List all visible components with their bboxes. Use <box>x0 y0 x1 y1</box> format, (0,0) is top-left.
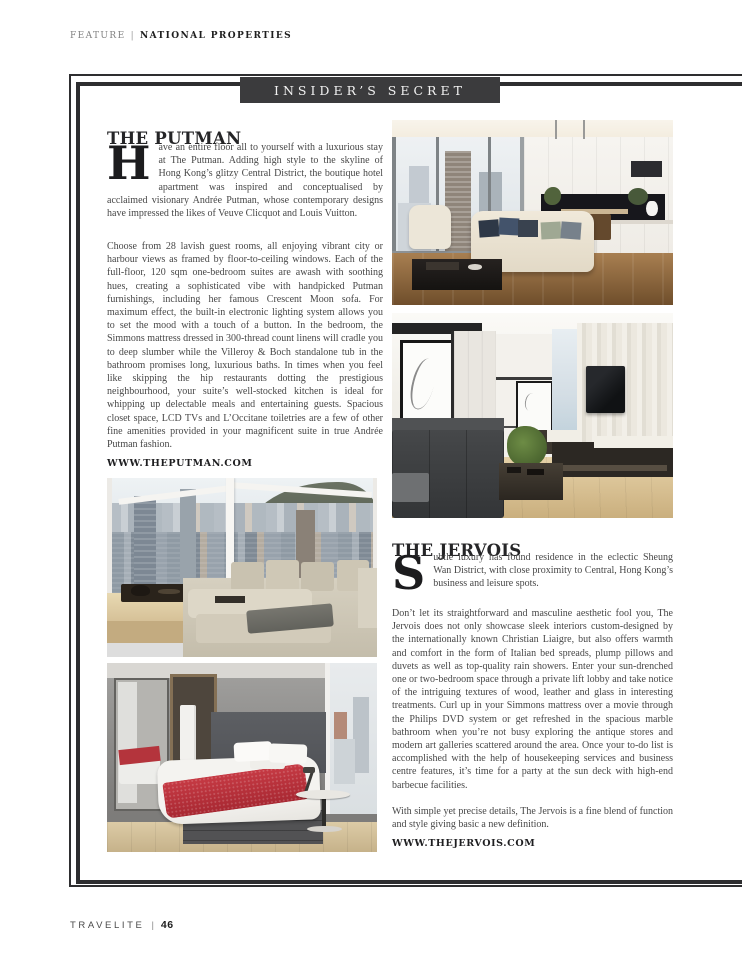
page-footer <box>70 919 174 931</box>
jervois-body-paragraph-2: With simple yet precise details, The Jervois is a fine blend of function and style giving basic a new definition. <box>392 805 673 831</box>
table-lamp <box>303 767 315 773</box>
jervois-website-link[interactable]: WWW.THEJERVOIS.COM <box>392 838 536 850</box>
photo-skyline-lounge <box>107 478 377 657</box>
pillow <box>269 744 307 764</box>
towel <box>180 705 196 762</box>
putman-body-paragraph: Choose from 28 lavish guest rooms, all enjoying vibrant city or harbour views as framed by floor-to-ceiling windows. Each of the full-floor, 120 sqm one-bedroom suites are awash with soothing hues, creating a sophisticated vibe with handpicked Putman furnishings, including her famous Crescent Moon sofa. For maximum effect, the built-in electronic lighting system allows you to set the mood with a touch of a button. In the bedroom, the Simmons mattress dressed in 300-thread count linens will cradle you to deep slumber while the Villeroy & Boch standalone tub in the bathroom promises long, luxurious baths. In times when you feel like skipping the hip restaurants dotting the prestigious neighbourhood, your suite’s well-stocked kitchen is ideal for whipping up delectable meals and entertaining guests. Spacious closet space, LCD TVs and L’Occitane toiletries are a few of other fine amenities provided in your magnificent suite in true Andrée Putman fashion. <box>107 241 383 451</box>
putman-dropcap: H <box>107 136 151 190</box>
kicker-section: FEATURE <box>70 31 126 41</box>
jervois-body-block <box>392 607 673 850</box>
side-table <box>296 790 350 799</box>
putman-intro-text: ave an entire floor all to yourself with a luxurious stay at The Putman. Adding high style to the skyline of Hong Kong’s glitzy Central District, the boutique hotel apartment was inspired and conceptualised by acclaimed visionary Andrée Putman, whose contemporary designs have impressed the likes of Veuve Clicquot and Louis Vuitton. <box>107 142 383 220</box>
putman-website-link[interactable]: WWW.THEPUTMAN.COM <box>107 458 253 470</box>
section-banner-label: INSIDER’S SECRET <box>274 82 466 98</box>
photo-living-room-kitchen <box>392 120 673 305</box>
kicker <box>70 31 292 41</box>
footer-separator: | <box>151 920 154 931</box>
kicker-title: NATIONAL PROPERTIES <box>140 31 293 41</box>
jervois-heading: THE JERVOIS <box>392 540 522 560</box>
putman-body-block <box>107 240 383 470</box>
photo-tv-lounge <box>392 313 673 518</box>
jervois-intro-text: ubtle luxury has found residence in the eclectic Sheung Wan District, with close proximity to Central, Hong Kong’s business and leisure spots. <box>433 552 673 590</box>
kicker-separator: | <box>130 31 135 41</box>
magazine-name: TRAVELITE <box>70 920 145 931</box>
plant <box>507 426 546 467</box>
section-banner <box>240 77 500 103</box>
microwave <box>631 161 662 178</box>
wall-tv <box>586 366 625 413</box>
jervois-dropcap: S <box>392 546 426 600</box>
putman-heading: THE PUTMAN <box>107 128 242 148</box>
page-number: 46 <box>160 919 174 931</box>
photo-bedroom-red-throw <box>107 663 377 852</box>
pillow <box>233 741 272 762</box>
jervois-body-paragraph-1: Don’t let its straightforward and masculine aesthetic fool you, The Jervois does not only showcase sleek interiors custom-designed by the internationally known Christian Liaigre, but also offers warmth and comfort in the form of Italian bed spreads, plump pillows and duvets as well as top-quality rain showers. Enter your sun-drenched one or two-bedroom space through a private lift lobby and take notice of the intriguing textures of wood, leather and glass in interesting treatments. Curl up in your Simmons mattress over a movie through the Philips DVD system or get refreshed in the spacious marble bathroom when you’re not busy exploring the antique stores and modern art galleries scattered around the area. Once your to-do list is accomplished with the help of housekeeping services and business centre features, it’s time for a party at the sun deck with high-end barbecue facilities. <box>392 608 673 791</box>
armchair <box>409 205 451 249</box>
putman-intro-paragraph <box>107 136 383 220</box>
